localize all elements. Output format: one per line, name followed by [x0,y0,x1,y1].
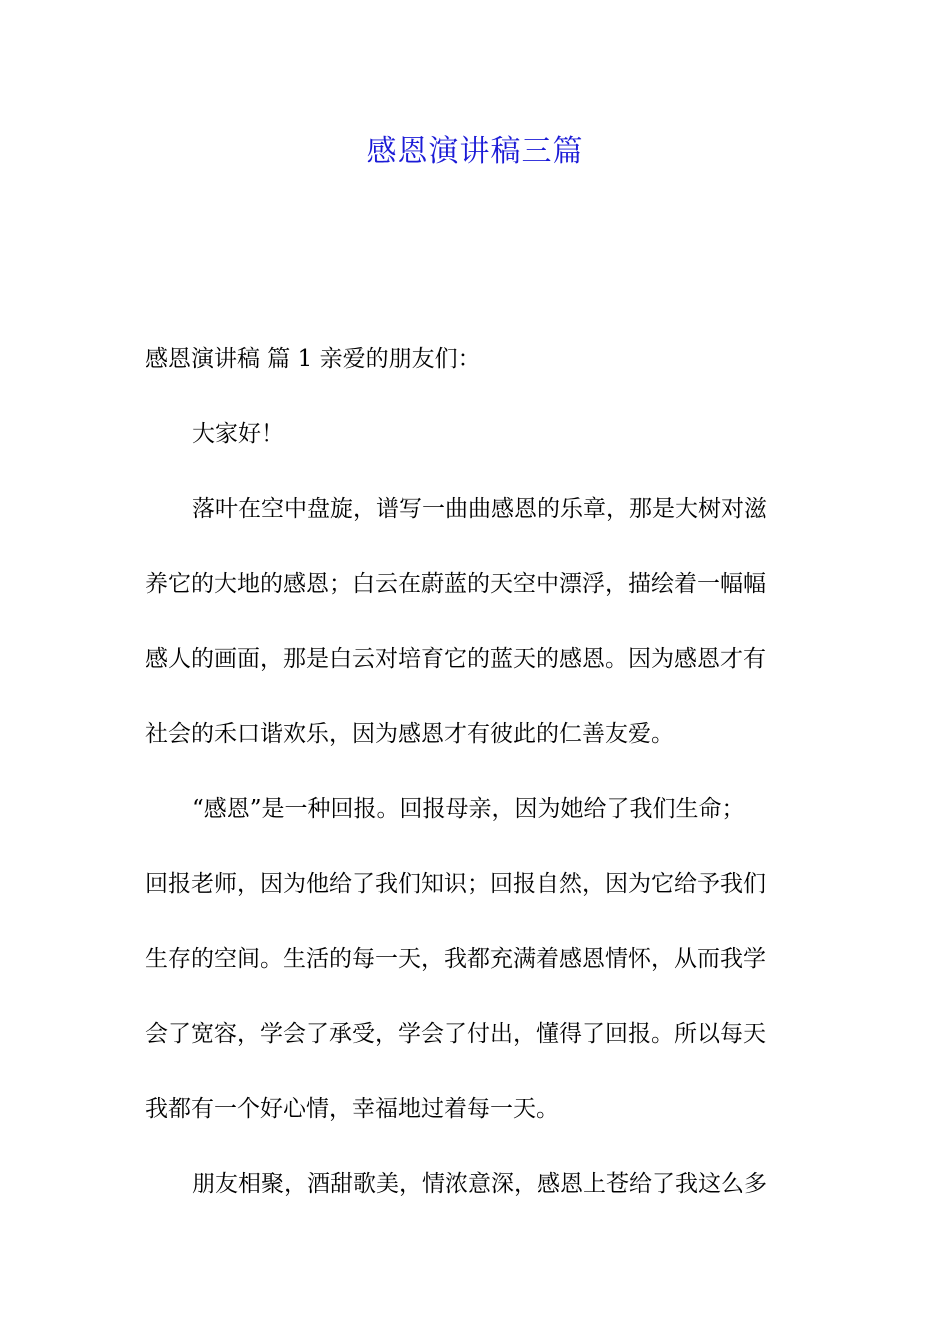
paragraph-line: “感恩”是一种回报。回报母亲，因为她给了我们生命； [192,796,745,822]
paragraph-line: 感人的画面，那是白云对培育它的蓝天的感恩。因为感恩才有 [145,646,766,672]
paragraph-line: 我都有一个好心情，幸福地过着每一天。 [145,1096,559,1122]
paragraph-line: 大家好！ [192,421,284,447]
paragraph-line: 养它的大地的感恩；白云在蔚蓝的天空中漂浮，描绘着一幅幅 [145,571,766,597]
paragraph-line: 会了宽容，学会了承受，学会了付出，懂得了回报。所以每天 [145,1021,766,1047]
paragraph-line: 生存的空间。生活的每一天，我都充满着感恩情怀，从而我学 [145,946,766,972]
paragraph-line: 社会的禾口谐欢乐，因为感恩才有彼此的仁善友爱。 [145,721,674,747]
paragraph-line: 朋友相聚，酒甜歌美，情浓意深，感恩上苍给了我这么多 [192,1171,767,1197]
paragraph-line: 落叶在空中盘旋，谱写一曲曲感恩的乐章，那是大树对滋 [192,496,767,522]
paragraph-line: 感恩演讲稿 篇 1 亲爱的朋友们： [145,346,481,372]
paragraph-line: 回报老师，因为他给了我们知识；回报自然，因为它给予我们 [145,871,766,897]
document-title: 感恩演讲稿三篇 [366,134,584,169]
